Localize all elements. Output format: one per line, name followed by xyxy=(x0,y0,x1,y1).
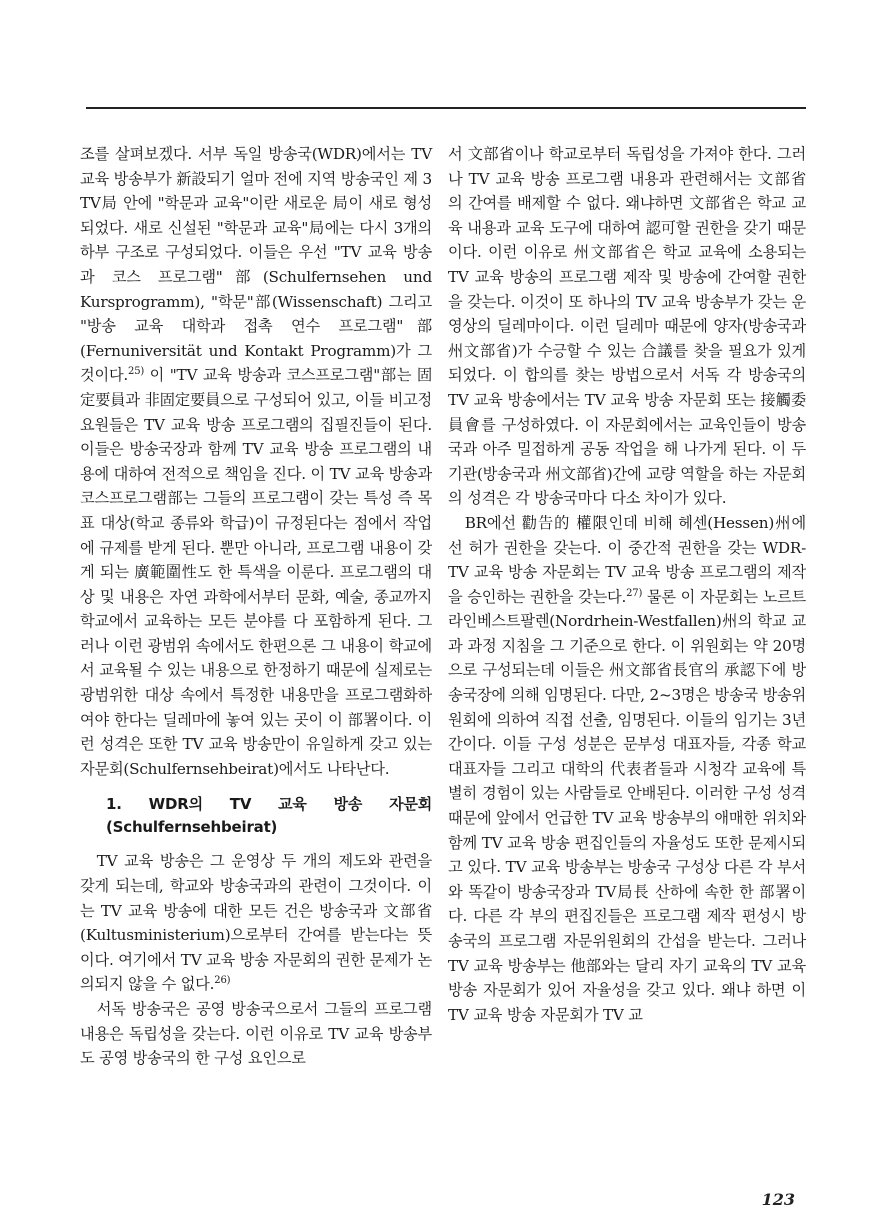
left-paragraph-1-text-cont: 이 "TV 교육 방송과 코스프로그램"部는 固定要員과 非固定要員으로 구성되어 있고, 이들 비고정 요원들은 TV 교육 방송 프로그램의 집필진들이 된다. 이들은 방송국장과 함께 TV 교육 방송 프로그램의 내용에 대하여 전적으로 책임을 진다. 이 TV 교육 방송과 코스프로그램部는 그들의 프로그램이 갖는 특성 즉 목표 대상(학교 종류와 학급)이 규정된다는 점에서 작업에 규제를 받게 된다. 뿐만 아니라, 프로그램 내용이 갖게 되는 廣範圍性도 한 특색을 이룬다. 프로그램의 대상 및 내용은 자연 과학에서부터 문화, 예술, 종교까지 학교에서 교육하는 모든 분야를 다 포함하게 된다. 그러나 이런 광범위 속에서도 한편으론 그 내용이 학교에서 교육될 수 있는 내용으로 한정하기 때문에 실제로는 광범위한 대상 속에서 특정한 내용만을 프로그램화하여야 한다는 딜레마에 놓여 있는 곳이 이 部署이다. 이런 성격은 또한 TV 교육 방송만이 유일하게 갖고 있는 자문회(Schulfernsehbeirat)에서도 나타난다. xyxy=(80,366,432,778)
left-paragraph-2 xyxy=(80,849,432,997)
right-paragraph-2 xyxy=(448,511,806,1027)
footnote-ref-26: 26) xyxy=(214,975,231,987)
footnote-ref-25: 25) xyxy=(128,366,145,378)
right-paragraph-2-text-cont: 물론 이 자문회는 노르트라인베스트팔렌(Nordrhein-Westfallen)州의 학교 교과 과정 지침을 그 기준으로 한다. 이 위원회는 약 20명으로 구성되는데 이들은 州文部省長官의 承認下에 방송국장에 의해 임명된다. 다만, 2~3명은 방송국 방송위원회에 의하여 직접 선출, 임명된다. 이들의 임기는 3년간이다. 이들 구성 성분은 문부성 대표자들, 각종 학교 대표자들 그리고 대학의 代表者들과 시청각 교육에 특별히 경험이 있는 사람들로 안배된다. 이러한 구성 성격 때문에 앞에서 언급한 TV 교육 방송부의 애매한 위치와 함께 TV 교육 방송 편집인들의 자율성도 또한 문제시되고 있다. TV 교육 방송부는 방송국 구성상 다른 각 부서와 똑같이 방송국장과 TV局長 산하에 속한 한 部署이다. 다른 각 부의 편집진들은 프로그램 제작 편성시 방송국의 프로그램 자문위원회의 간섭을 받는다. 그러나 TV 교육 방송부는 他部와는 달리 자기 교육의 TV 교육 방송 자문회가 있어 자율성을 갖고 있다. 왜냐 하면 이TV 교육 방송 자문회가 TV 교 xyxy=(448,587,806,1024)
right-paragraph-1: 서 文部省이나 학교로부터 독립성을 가져야 한다. 그러나 TV 교육 방송 프로그램 내용과 관련해서는 文部省의 간여를 배제할 수 없다. 왜냐하면 文部省은 학교 교육 내용과 교육 도구에 대하여 認可할 권한을 갖기 때문이다. 이런 이유로 州文部省은 학교 교육에 소용되는 TV 교육 방송의 프로그램 제작 및 방송에 간여할 권한을 갖는다. 이것이 또 하나의 TV 교육 방송부가 갖는 운영상의 딜레마이다. 이런 딜레마 때문에 양자(방송국과 州文部省)가 수긍할 수 있는 合議를 찾을 필요가 있게 되었다. 이 합의를 찾는 방법으로서 서독 각 방송국의 TV 교육 방송에서는 TV 교육 방송 자문회 또는 接觸委員會를 구성하였다. 이 자문회에서는 교육인들이 방송국과 아주 밀접하게 공동 작업을 해 나가게 된다. 이 두 기관(방송국과 州文部省)간에 교량 역할을 하는 자문회의 성격은 각 방송국마다 다소 차이가 있다. xyxy=(448,145,806,508)
left-paragraph-3: 서독 방송국은 공영 방송국으로서 그들의 프로그램 내용은 독립성을 갖는다. 이런 이유로 TV 교육 방송부도 공영 방송국의 한 구성 요인으로 xyxy=(80,1000,432,1068)
left-paragraph-1-text: 조를 살펴보겠다. 서부 독일 방송국(WDR)에서는 TV 교육 방송부가 新設되기 얼마 전에 지역 방송국인 제 3 TV局 안에 "학문과 교육"이란 새로운 局이 새로 형성되었다. 새로 신설된 "학문과 교육"局에는 다시 3개의 하부 구조로 구성되었다. 이들은 우선 "TV 교육 방송과 코스 프로그램"部(Schulfernsehen und Kursprogramm), "학문"部(Wissenschaft) 그리고 "방송 교육 대학과 접촉 연수 프로그램"部(Fernuniversität und Kontakt Programm)가 그것이다. xyxy=(80,145,432,385)
right-column xyxy=(448,142,806,1027)
left-paragraph-1 xyxy=(80,142,432,781)
section-heading: 1. WDR의 TV 교육 방송 자문회(Schulfernsehbeirat) xyxy=(106,795,432,837)
header-rule xyxy=(86,107,806,109)
footnote-ref-27: 27) xyxy=(626,587,643,599)
page-number: 123 xyxy=(761,1190,795,1209)
left-column xyxy=(80,142,432,1071)
right-paragraph-2-text: BR에선 勸告的 權限인데 비해 헤센(Hessen)州에선 허가 권한을 갖는다. 이 중간적 권한을 갖는 WDR-TV 교육 방송 자문회는 TV 교육 방송 프로그램의 제작을 승인하는 권한을 갖는다. xyxy=(448,513,806,606)
left-paragraph-2-text: TV 교육 방송은 그 운영상 두 개의 제도와 관련을 갖게 되는데, 학교와 방송국과의 관련이 그것이다. 이는 TV 교육 방송에 대한 모든 건은 방송국과 文部省(Kultusministerium)으로부터 간여를 받는다는 뜻이다. 여기에서 TV 교육 방송 자문회의 권한 문제가 논의되지 않을 수 없다. xyxy=(80,852,432,994)
